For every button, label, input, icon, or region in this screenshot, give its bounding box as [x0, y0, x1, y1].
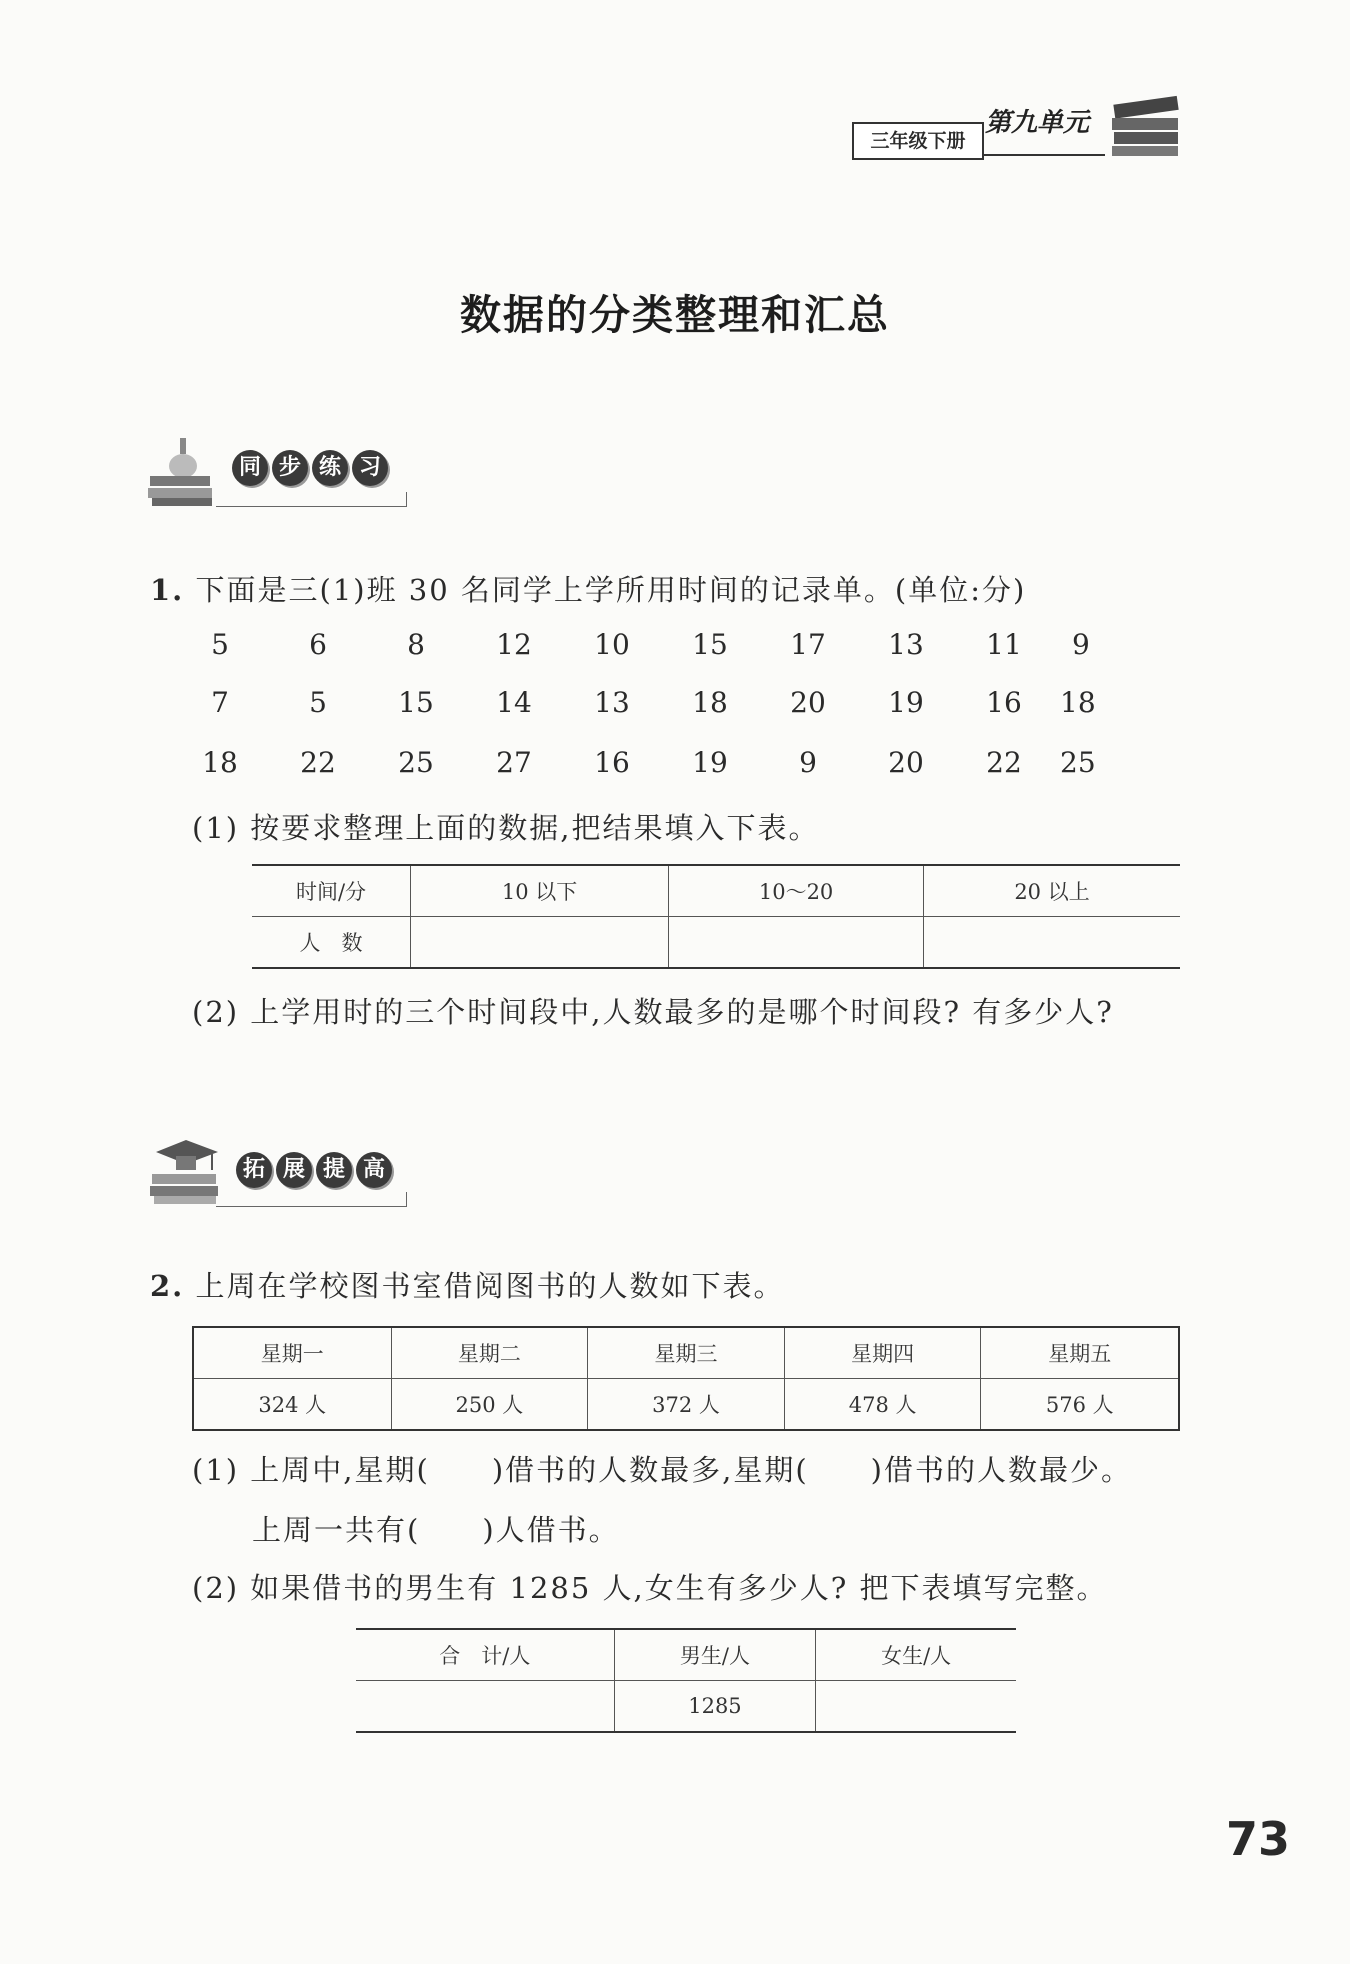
- unit-label: 第九单元: [985, 108, 1090, 138]
- table-header-cell: 女生/人: [816, 1629, 1016, 1681]
- table-header-cell: 合 计/人: [356, 1629, 614, 1681]
- table-row: [356, 1629, 1016, 1681]
- data-cell: 22: [300, 746, 336, 779]
- data-cell: 20: [790, 686, 826, 719]
- answer-cell[interactable]: [924, 917, 1180, 969]
- table-row-label: 人 数: [252, 917, 411, 969]
- data-cell: 14: [496, 686, 532, 719]
- q2-text: 上周在学校图书室借阅图书的人数如下表。: [195, 1269, 785, 1303]
- data-cell: 19: [692, 746, 728, 779]
- data-cell: 9: [799, 746, 817, 779]
- table-cell: 324 人: [193, 1379, 391, 1431]
- answer-cell[interactable]: [356, 1681, 614, 1733]
- data-cell: 18: [202, 746, 238, 779]
- data-cell: 9: [1072, 628, 1090, 661]
- data-cell: 6: [309, 628, 327, 661]
- data-cell: 13: [594, 686, 630, 719]
- q2-sub2: (2) 如果借书的男生有 1285 人,女生有多少人? 把下表填写完整。: [192, 1571, 1108, 1605]
- q2-sub1-line2: 上周一共有( )人借书。: [252, 1513, 620, 1547]
- section2-underline: [216, 1192, 407, 1207]
- data-cell: 15: [398, 686, 434, 719]
- time-range-table: [252, 864, 1180, 969]
- table-row: [193, 1379, 1179, 1431]
- q1-sub2: (2) 上学用时的三个时间段中,人数最多的是哪个时间段? 有多少人?: [192, 995, 1114, 1029]
- data-cell: 18: [692, 686, 728, 719]
- section-header-extension: [146, 1134, 426, 1214]
- grad-cap-books-icon: [146, 1134, 226, 1210]
- table-cell: 1285: [614, 1681, 816, 1733]
- data-cell: 12: [496, 628, 532, 661]
- books-icon: [1108, 92, 1188, 162]
- data-cell: 8: [407, 628, 425, 661]
- table-header-cell: 星期二: [391, 1327, 588, 1379]
- data-cell: 15: [692, 628, 728, 661]
- grade-badge: 三年级下册: [852, 122, 984, 160]
- library-borrowing-table: [192, 1326, 1180, 1431]
- data-cell: 25: [398, 746, 434, 779]
- page-number: 73: [1226, 1812, 1291, 1866]
- answer-cell[interactable]: [411, 917, 669, 969]
- table-header-cell: 10～20: [669, 865, 924, 917]
- table-row: [356, 1681, 1016, 1733]
- table-header-cell: 星期三: [588, 1327, 785, 1379]
- section2-char-2: 展: [276, 1152, 312, 1188]
- table-header-cell: 星期五: [981, 1327, 1179, 1379]
- data-cell: 25: [1060, 746, 1096, 779]
- gender-total-table: [356, 1628, 1016, 1733]
- section-header-practice: [146, 438, 426, 518]
- section1-char-2: 步: [272, 450, 308, 486]
- q2-number: 2.: [150, 1269, 185, 1303]
- data-cell: 16: [986, 686, 1022, 719]
- q1-prompt: [150, 568, 1026, 609]
- data-cell: 17: [790, 628, 826, 661]
- page-title: 数据的分类整理和汇总: [460, 291, 890, 339]
- data-cell: 11: [986, 628, 1022, 661]
- table-cell: 478 人: [784, 1379, 981, 1431]
- data-cell: 18: [1060, 686, 1096, 719]
- data-cell: 13: [888, 628, 924, 661]
- table-header-cell: 星期一: [193, 1327, 391, 1379]
- table-cell: 576 人: [981, 1379, 1179, 1431]
- data-cell: 16: [594, 746, 630, 779]
- data-cell: 10: [594, 628, 630, 661]
- table-cell: 250 人: [391, 1379, 588, 1431]
- q2-prompt: [150, 1264, 785, 1305]
- answer-cell[interactable]: [816, 1681, 1016, 1733]
- section1-char-1: 同: [232, 450, 268, 486]
- data-cell: 19: [888, 686, 924, 719]
- books-stack-icon: [146, 438, 216, 510]
- section2-char-1: 拓: [236, 1152, 272, 1188]
- table-header-cell: 男生/人: [614, 1629, 816, 1681]
- table-header-cell: 时间/分: [252, 865, 411, 917]
- table-row: [252, 917, 1180, 969]
- q1-sub1: (1) 按要求整理上面的数据,把结果填入下表。: [192, 811, 820, 845]
- table-cell: 372 人: [588, 1379, 785, 1431]
- q1-text: 下面是三(1)班 30 名同学上学所用时间的记录单。(单位:分): [195, 573, 1027, 607]
- table-header-cell: 星期四: [784, 1327, 981, 1379]
- section1-char-4: 习: [352, 450, 388, 486]
- section2-char-3: 提: [316, 1152, 352, 1188]
- data-cell: 5: [211, 628, 229, 661]
- data-cell: 27: [496, 746, 532, 779]
- section1-underline: [216, 492, 407, 507]
- table-header-cell: 10 以下: [411, 865, 669, 917]
- section2-char-4: 高: [356, 1152, 392, 1188]
- table-header-cell: 20 以上: [924, 865, 1180, 917]
- data-cell: 7: [211, 686, 229, 719]
- table-row: [193, 1327, 1179, 1379]
- data-cell: 5: [309, 686, 327, 719]
- header-rule: [975, 154, 1105, 156]
- answer-cell[interactable]: [669, 917, 924, 969]
- q1-number: 1.: [150, 573, 185, 607]
- data-cell: 22: [986, 746, 1022, 779]
- table-row: [252, 865, 1180, 917]
- data-cell: 20: [888, 746, 924, 779]
- q2-sub1-line1: (1) 上周中,星期( )借书的人数最多,星期( )借书的人数最少。: [192, 1453, 1132, 1487]
- section1-char-3: 练: [312, 450, 348, 486]
